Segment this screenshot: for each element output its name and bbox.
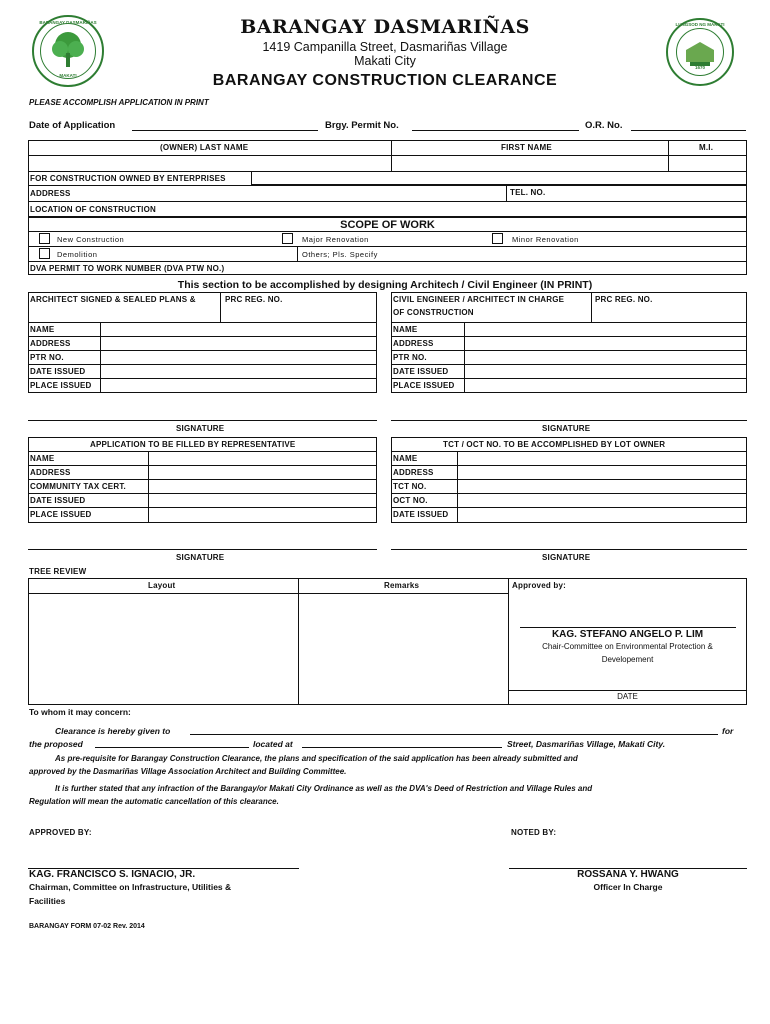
engineer-row-label: ADDRESS (393, 339, 434, 348)
seal-lettering: BARANGAY DASMARIÑAS (39, 20, 97, 25)
major-renovation-checkbox[interactable] (282, 233, 293, 244)
tree-remarks-field[interactable] (300, 595, 506, 703)
left-signatory-name: KAG. FRANCISCO S. IGNACIO, JR. (29, 869, 196, 880)
noted-by-label: NOTED BY: (511, 828, 557, 837)
representative-row-label: DATE ISSUED (30, 496, 86, 505)
others-specify-label: Others; Pls. Specify (302, 250, 378, 259)
seal-lettering-bottom: MAKATI (59, 73, 77, 78)
engineer-row-field[interactable] (466, 351, 745, 363)
tree-review-title: TREE REVIEW (29, 567, 87, 576)
engineer-row-label: PTR NO. (393, 353, 427, 362)
lot-owner-title: TCT / OCT NO. TO BE ACCOMPLISHED BY LOT OWNER (443, 440, 666, 449)
lot-owner-row-field[interactable] (459, 466, 745, 478)
street-label: Street, Dasmariñas Village, Makati City. (507, 739, 666, 749)
seal-year: 1670 (694, 65, 705, 70)
representative-title: APPLICATION TO BE FILLED BY REPRESENTATIVE (90, 440, 296, 449)
barangay-address: 1419 Campanilla Street, Dasmariñas Village (262, 40, 508, 54)
architect-row-field[interactable] (102, 337, 375, 349)
lot-owner-row-label: ADDRESS (393, 468, 434, 477)
form-number: BARANGAY FORM 07-02 Rev. 2014 (29, 923, 145, 930)
demolition-label: Demolition (57, 250, 98, 259)
architect-row-field[interactable] (102, 351, 375, 363)
address-label: ADDRESS (30, 189, 71, 198)
representative-signature-label: SIGNATURE (176, 553, 225, 562)
lot-owner-row-label: DATE ISSUED (393, 510, 449, 519)
representative-row-label: PLACE ISSUED (30, 510, 92, 519)
form-title: BARANGAY CONSTRUCTION CLEARANCE (212, 72, 558, 89)
owner-mi-field[interactable] (670, 156, 746, 170)
lot-owner-row-label: NAME (393, 454, 418, 463)
engineer-row-label: PLACE ISSUED (393, 381, 455, 390)
barangay-name: BARANGAY DASMARIÑAS (240, 16, 530, 38)
major-renovation-label: Major Renovation (302, 235, 369, 244)
new-construction-checkbox[interactable] (39, 233, 50, 244)
architect-row-label: PLACE ISSUED (30, 381, 92, 390)
engineer-head-label-2: OF CONSTRUCTION (393, 308, 474, 317)
enterprises-field[interactable] (251, 171, 747, 185)
owner-first-name-label: FIRST NAME (501, 143, 552, 152)
scope-title: SCOPE OF WORK (340, 219, 435, 231)
engineer-row-field[interactable] (466, 365, 745, 377)
enterprises-label: FOR CONSTRUCTION OWNED BY ENTERPRISES (30, 174, 226, 183)
lot-owner-row-field[interactable] (459, 508, 745, 520)
instructions: PLEASE ACCOMPLISH APPLICATION IN PRINT (29, 98, 209, 107)
engineer-row-field[interactable] (466, 323, 745, 335)
tree-layout-field[interactable] (30, 595, 296, 703)
location-label: LOCATION OF CONSTRUCTION (30, 205, 156, 214)
kag-lim-role: Chair-Committee on Environmental Protection & (542, 642, 713, 651)
minor-renovation-label: Minor Renovation (512, 235, 579, 244)
representative-row-field[interactable] (150, 508, 375, 520)
lot-owner-row-field[interactable] (459, 480, 745, 492)
located-at-label: located at (253, 739, 293, 749)
prerequisite-paragraph: As pre-requisite for Barangay Construction Clearance, the plans and specification of the said application has been already submitted and (55, 754, 578, 763)
approved-by-label: APPROVED BY: (29, 828, 92, 837)
representative-row-label: ADDRESS (30, 468, 71, 477)
new-construction-label: New Construction (57, 235, 125, 244)
tree-layout-label: Layout (148, 581, 176, 590)
architect-row-field[interactable] (102, 365, 375, 377)
infraction-paragraph: It is further stated that any infraction of the Barangay/or Makati City Ordinance as well as the DVA's Deed of Restriction and Village Rules and (55, 784, 593, 793)
architect-signature-label: SIGNATURE (176, 424, 225, 433)
right-signatory-name: ROSSANA Y. HWANG (577, 869, 679, 880)
lot-owner-row-field[interactable] (459, 494, 745, 506)
representative-row-field[interactable] (150, 494, 375, 506)
representative-row-field[interactable] (150, 466, 375, 478)
lot-owner-signature-label: SIGNATURE (542, 553, 591, 562)
left-signatory-role: Chairman, Committee on Infrastructure, Utilities & (29, 882, 232, 892)
right-signatory-role: Officer In Charge (593, 882, 663, 892)
architect-prc-label: PRC REG. NO. (225, 295, 283, 304)
proposed-label: the proposed (29, 739, 83, 749)
architect-row-label: PTR NO. (30, 353, 64, 362)
or-no-label: O.R. No. (585, 120, 623, 131)
owner-last-name-field[interactable] (29, 156, 390, 170)
architect-row-label: ADDRESS (30, 339, 71, 348)
left-signatory-role-2: Facilities (29, 896, 66, 906)
lot-owner-row-label: OCT NO. (393, 496, 428, 505)
prerequisite-paragraph-2: approved by the Dasmariñas Village Association Architect and Building Committee. (29, 767, 347, 776)
owner-last-name-label: (OWNER) LAST NAME (160, 143, 249, 152)
dva-permit-label: DVA PERMIT TO WORK NUMBER (DVA PTW NO.) (30, 264, 225, 273)
tel-no-label: TEL. NO. (510, 188, 546, 197)
architect-row-label: DATE ISSUED (30, 367, 86, 376)
brgy-permit-label: Brgy. Permit No. (325, 120, 399, 131)
kag-lim-name: KAG. STEFANO ANGELO P. LIM (551, 629, 704, 640)
representative-row-label: COMMUNITY TAX CERT. (30, 482, 126, 491)
architect-section-title: This section to be accomplished by designing Architech / Civil Engineer (IN PRINT) (177, 279, 593, 291)
given-to-label: Clearance is hereby given to (55, 726, 171, 736)
for-label: for (722, 726, 734, 736)
architect-row-label: NAME (30, 325, 55, 334)
engineer-head-label: CIVIL ENGINEER / ARCHITECT IN CHARGE (393, 295, 565, 304)
tree-approved-label: Approved by: (512, 581, 566, 590)
tree-date-label: DATE (617, 692, 638, 701)
representative-row-field[interactable] (150, 452, 375, 464)
engineer-row-label: DATE ISSUED (393, 367, 449, 376)
lot-owner-row-field[interactable] (459, 452, 745, 464)
engineer-prc-label: PRC REG. NO. (595, 295, 653, 304)
owner-first-name-field[interactable] (393, 156, 667, 170)
representative-row-field[interactable] (150, 480, 375, 492)
seal-lettering: LUNGSOD NG MAKATI (675, 22, 725, 27)
barangay-city: Makati City (354, 54, 416, 68)
kag-lim-role-2: Developement (601, 655, 654, 664)
architect-row-field[interactable] (102, 323, 375, 335)
engineer-row-label: NAME (393, 325, 418, 334)
lot-owner-row-label: TCT NO. (393, 482, 427, 491)
date-of-application-label: Date of Application (29, 120, 116, 131)
engineer-signature-label: SIGNATURE (542, 424, 591, 433)
representative-row-label: NAME (30, 454, 55, 463)
demolition-checkbox[interactable] (39, 248, 50, 259)
minor-renovation-checkbox[interactable] (492, 233, 503, 244)
engineer-row-field[interactable] (466, 379, 745, 391)
infraction-paragraph-2: Regulation will mean the automatic cancellation of this clearance. (29, 797, 279, 806)
owner-mi-label: M.I. (699, 143, 714, 152)
to-whom-label: To whom it may concern: (29, 707, 131, 717)
tree-remarks-label: Remarks (384, 581, 420, 590)
architect-head-label: ARCHITECT SIGNED & SEALED PLANS & (30, 295, 196, 304)
architect-row-field[interactable] (102, 379, 375, 391)
engineer-row-field[interactable] (466, 337, 745, 349)
